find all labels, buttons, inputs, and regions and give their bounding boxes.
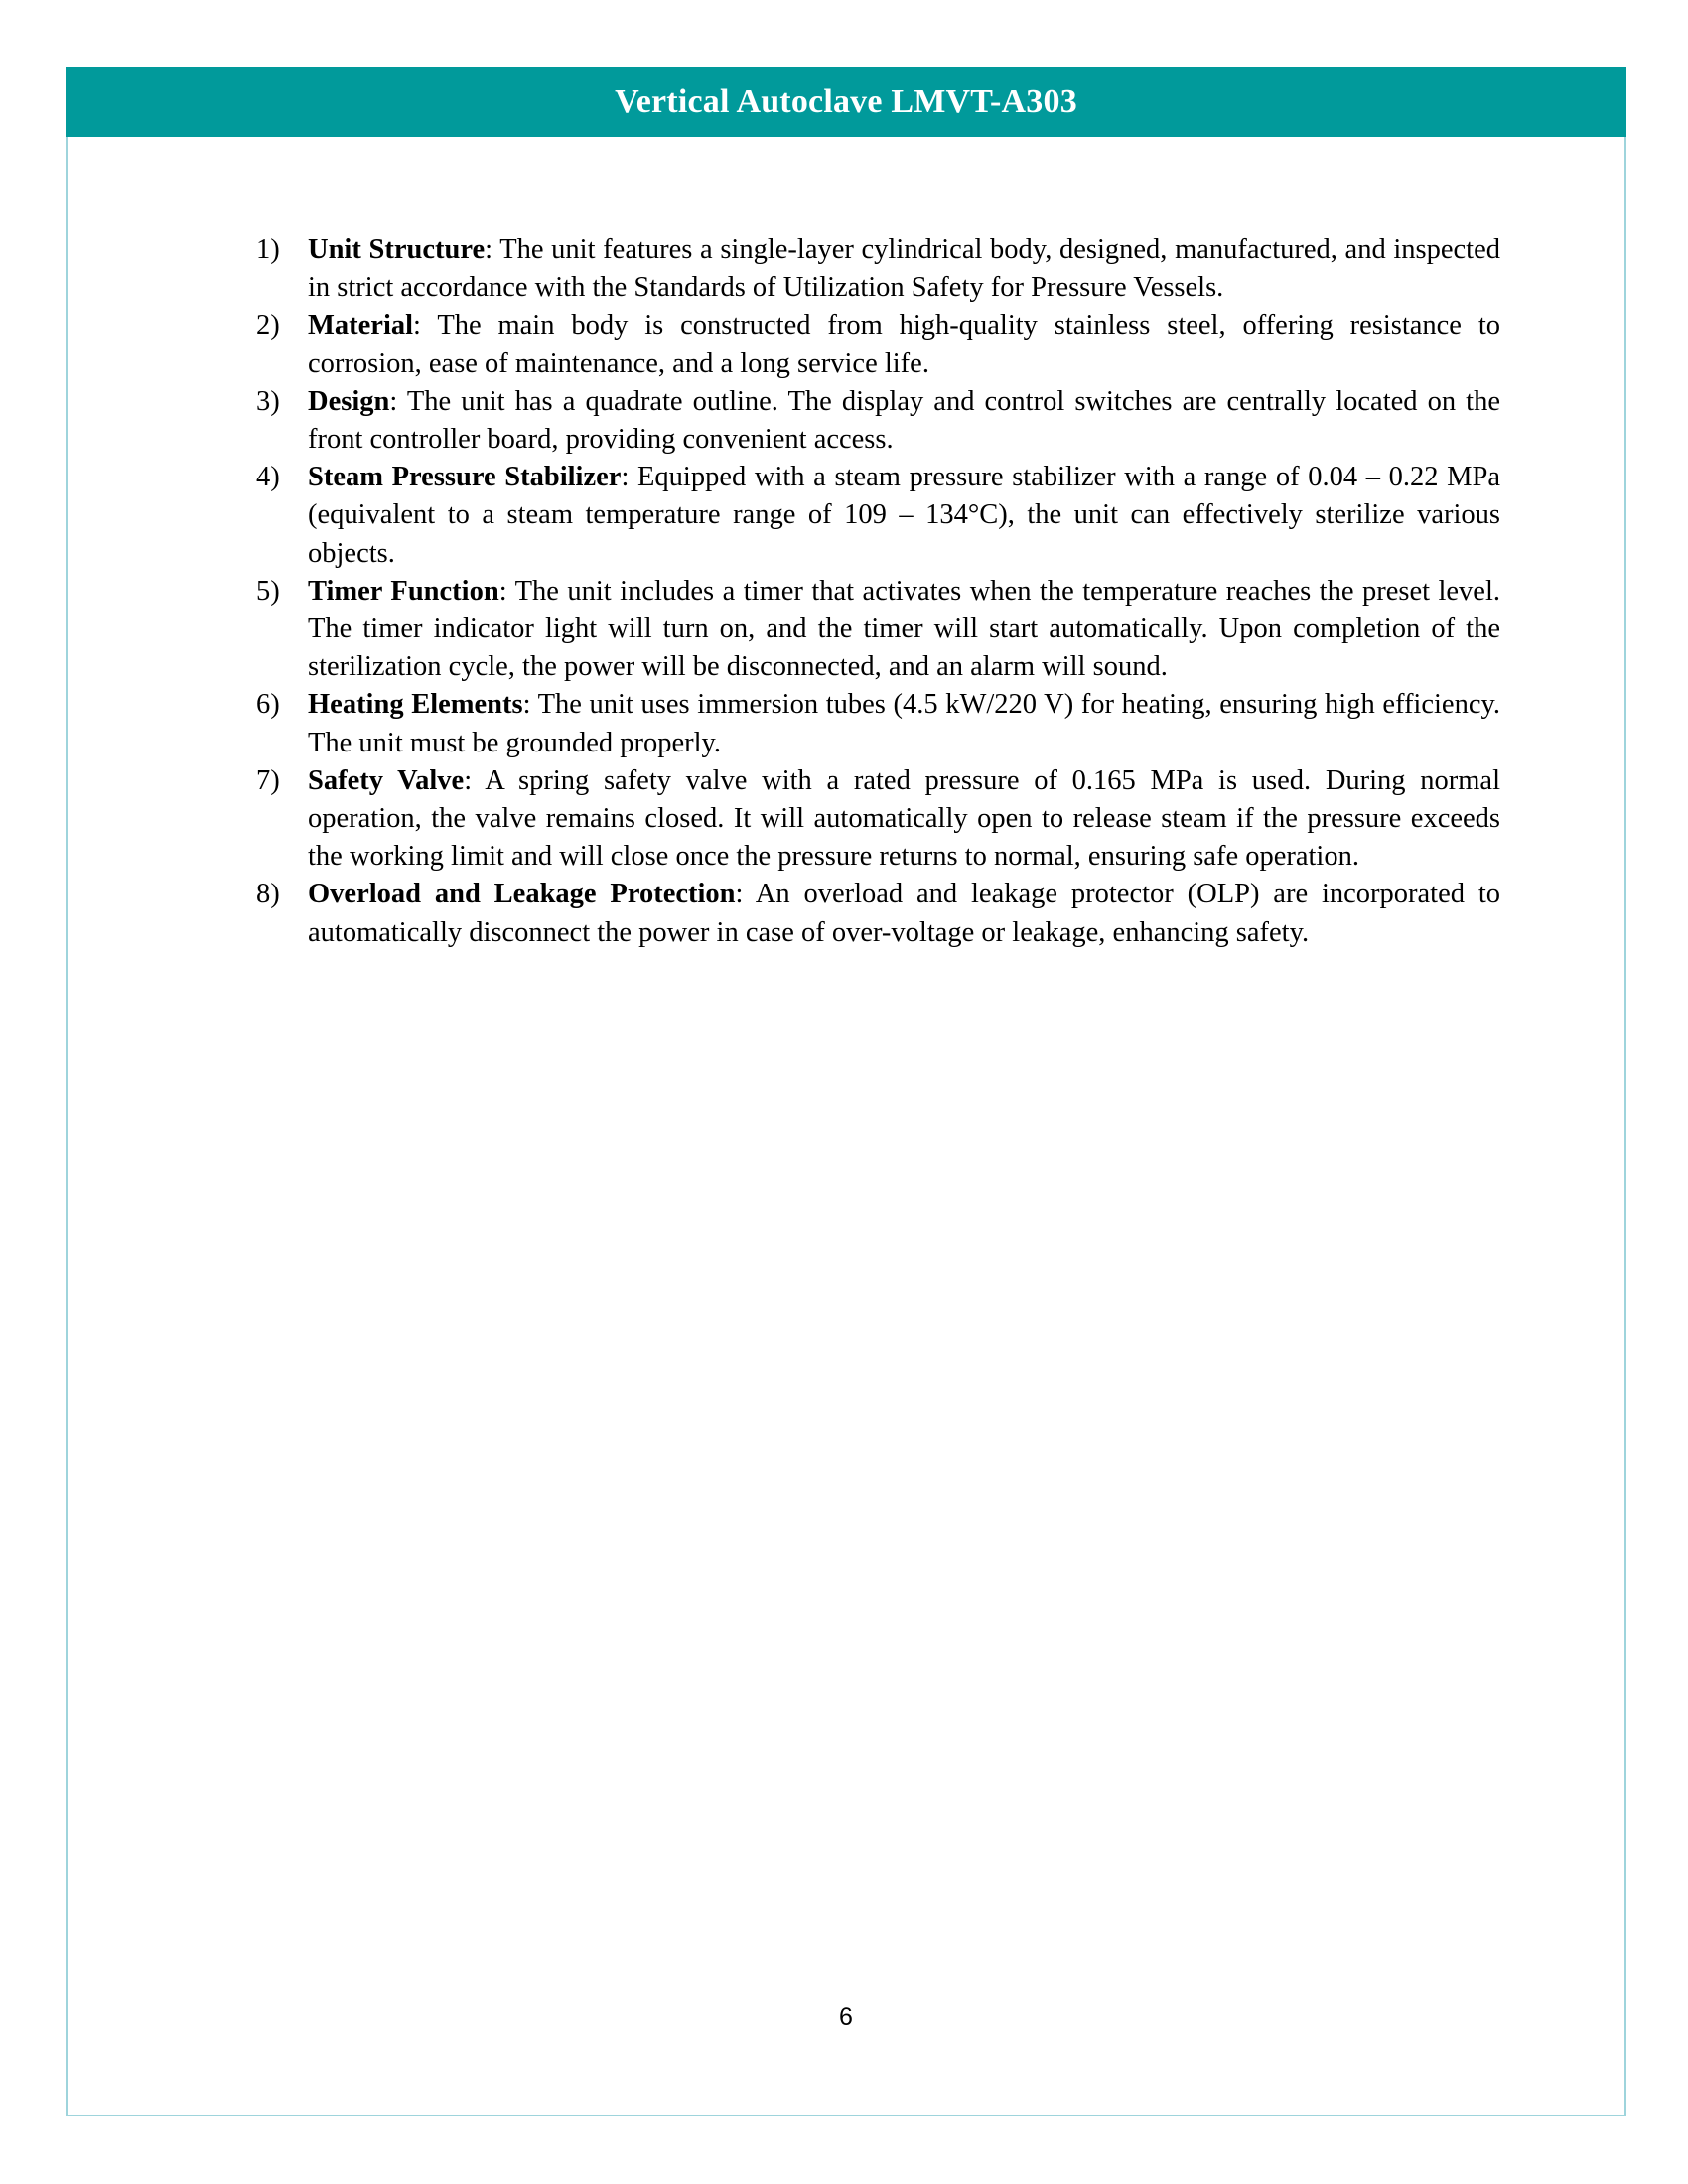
list-item-lead: Heating Elements [308, 689, 523, 721]
list-item [256, 876, 1500, 951]
page-title: Vertical Autoclave LMVT-A303 [615, 82, 1077, 120]
list-item-separator: : [522, 689, 538, 721]
list-item-marker: 2) [256, 310, 280, 341]
list-item-body: Equipped with a steam pressure stabilizer with a range of 0.04 – 0.22 MPa (equivalent to a steam temperature range of 109 – 134°C), the unit can effectively sterilize various objects. [308, 462, 1500, 569]
list-item-marker: 1) [256, 234, 280, 265]
list-item-separator: : [498, 575, 515, 607]
list-item-body: The unit uses immersion tubes (4.5 kW/220 V) for heating, ensuring high efficiency. The unit must be grounded properly. [308, 689, 1500, 758]
list-item-lead: Design [308, 385, 390, 417]
list-item-body: The unit has a quadrate outline. The display and control switches are centrally located on the front controller board, providing convenient access. [308, 385, 1500, 456]
list-item-marker: 8) [256, 879, 280, 910]
list-item [256, 762, 1500, 877]
list-item [256, 231, 1500, 307]
list-item [256, 573, 1500, 687]
list-item-marker: 7) [256, 764, 280, 796]
list-item-lead: Overload and Leakage Protection [308, 879, 736, 910]
list-item-separator: : [389, 385, 407, 417]
list-item-lead: Safety Valve [308, 764, 465, 796]
list-item-separator: : [735, 879, 756, 910]
list-item [256, 686, 1500, 761]
list-item-body: An overload and leakage protector (OLP) are incorporated to automatically disconnect the power in case of over-voltage or leakage, enhancing safety. [308, 879, 1500, 948]
list-item-body: The unit includes a timer that activates when the temperature reaches the preset level. The timer indicator light will turn on, and the timer will start automatically. Upon completion of the sterilization cycle, the power will be disconnected, and an alarm will sound. [308, 575, 1501, 683]
list-item [256, 459, 1500, 573]
list-item-separator: : [464, 764, 486, 796]
list-item-marker: 4) [256, 462, 280, 493]
list-item-body: The unit features a single-layer cylindrical body, designed, manufactured, and inspected in strict accordance with the Standards of Utilization Safety for Pressure Vessels. [308, 234, 1500, 304]
list-item-separator: : [485, 234, 500, 265]
list-item-marker: 5) [256, 575, 280, 607]
list-item-body: The main body is constructed from high-quality stainless steel, offering resistance to corrosion, ease of maintenance, and a long service life. [308, 310, 1500, 379]
list-item-marker: 6) [256, 689, 280, 721]
list-item-separator: : [413, 310, 438, 341]
list-item-lead: Material [308, 310, 414, 341]
list-item-marker: 3) [256, 385, 280, 417]
list-item [256, 307, 1500, 382]
page-content-area [66, 137, 1626, 2116]
list-item-body: A spring safety valve with a rated pressure of 0.165 MPa is used. During normal operation, the valve remains closed. It will automatically open to release steam if the pressure exceeds the working limit and will close once the pressure returns to normal, ensuring safe operation. [308, 764, 1500, 873]
list-item [256, 383, 1500, 459]
specification-list [256, 231, 1500, 952]
page-header-band [66, 67, 1626, 137]
page-number: 6 [839, 2003, 853, 2031]
list-item-lead: Timer Function [308, 575, 499, 607]
list-item-lead: Unit Structure [308, 234, 486, 265]
list-item-separator: : [621, 462, 637, 493]
list-item-lead: Steam Pressure Stabilizer [308, 462, 622, 493]
